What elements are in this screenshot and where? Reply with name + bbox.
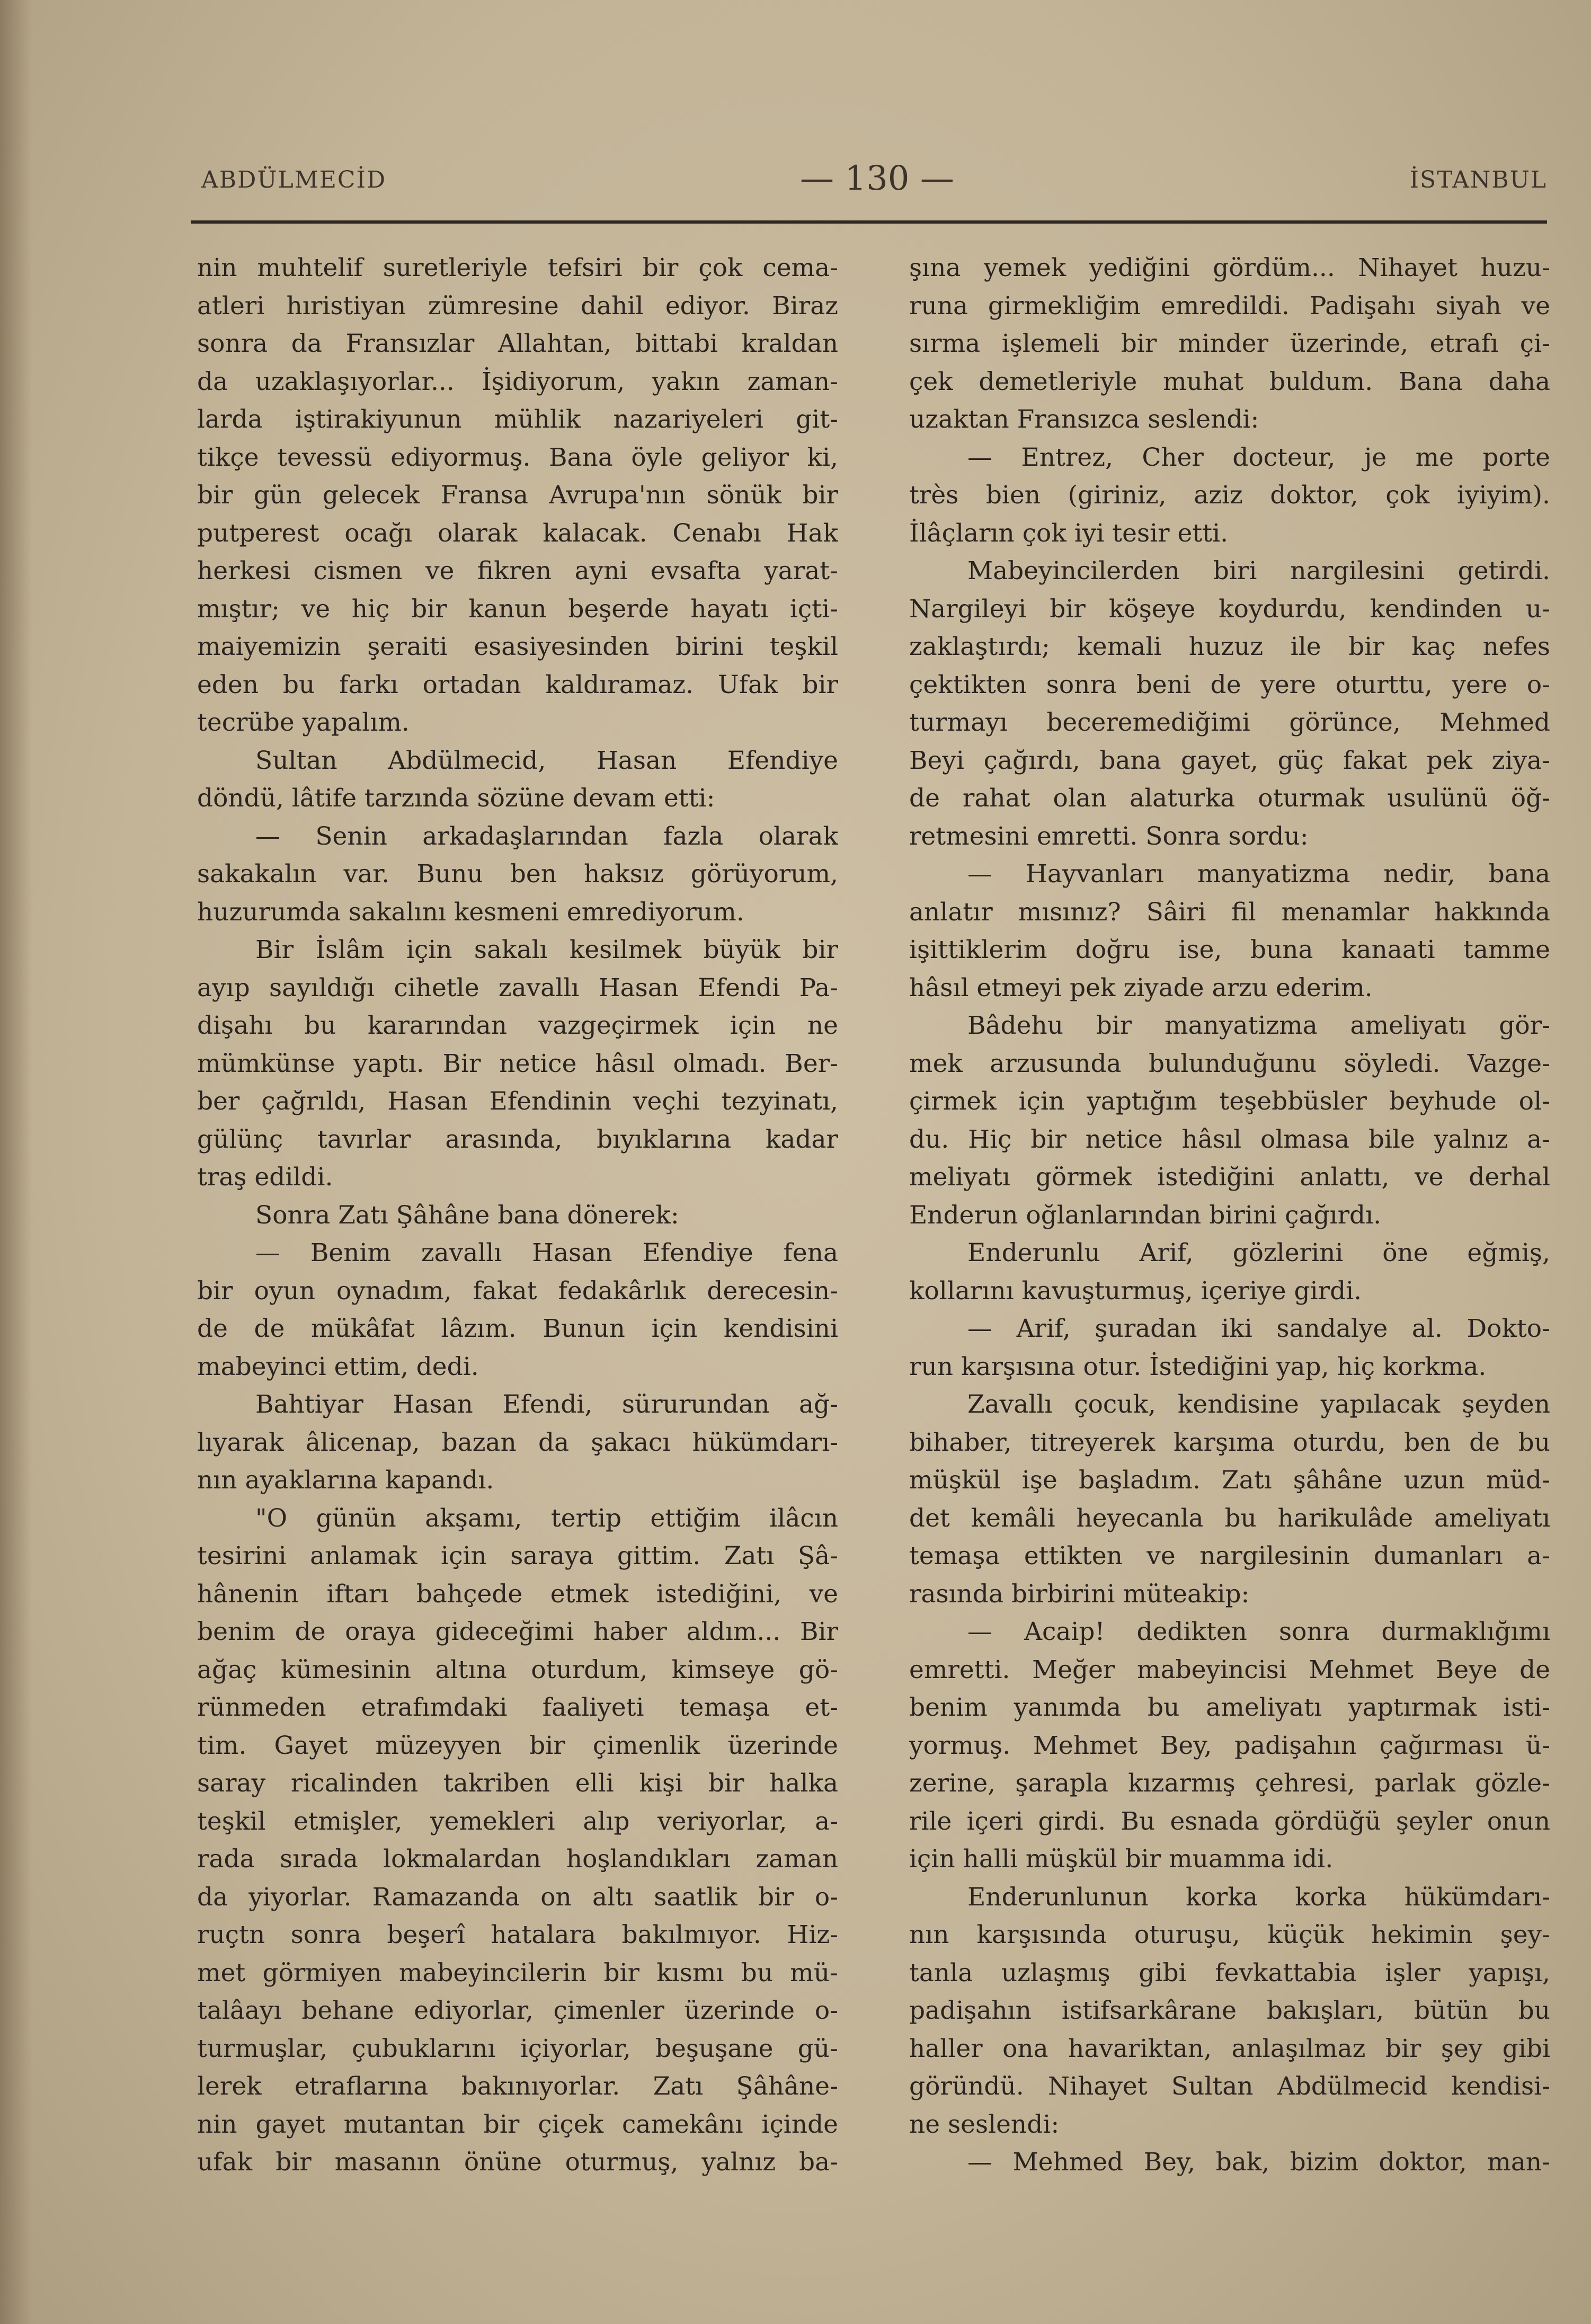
text-line: sakakalın var. Bunu ben haksız görüyorum,: [197, 859, 838, 889]
text-line: nin gayet mutantan bir çiçek camekânı içinde: [197, 2109, 838, 2139]
text-line: rada sırada lokmalardan hoşlandıkları zaman: [197, 1844, 838, 1874]
text-line: sonra da Fransızlar Allahtan, bittabi kraldan: [197, 329, 838, 358]
text-line: — Hayvanları manyatizma nedir, bana: [967, 859, 1550, 889]
text-line: anlatır mısınız? Sâiri fil menamlar hakkında: [909, 897, 1550, 927]
text-line: işittiklerim doğru ise, buna kanaati tamme: [909, 935, 1550, 964]
text-line: ayıp sayıldığı cihetle zavallı Hasan Efendi Pa-: [197, 973, 838, 1003]
text-line: benim de oraya gideceğimi haber aldım... Bir: [197, 1617, 838, 1646]
text-line: larda iştirakiyunun mühlik nazariyeleri git-: [197, 405, 838, 434]
text-line: hânenin iftarı bahçede etmek istediğini, ve: [197, 1579, 838, 1609]
text-line: huzurumda sakalını kesmeni emrediyorum.: [197, 897, 744, 927]
text-line: nin muhtelif suretleriyle tefsiri bir çok cema-: [197, 253, 838, 282]
page-spine-shadow: [0, 0, 32, 2324]
text-line: rünmeden etrafımdaki faaliyeti temaşa et-: [197, 1693, 838, 1722]
text-line: mabeyinci ettim, dedi.: [197, 1352, 479, 1381]
running-header: [191, 159, 1547, 201]
text-line: Nargileyi bir köşeye koydurdu, kendinden u-: [909, 594, 1550, 624]
text-line: tecrübe yapalım.: [197, 708, 410, 737]
text-line: rasında birbirini müteakip:: [909, 1579, 1250, 1609]
text-line: run karşısına otur. İstediğini yap, hiç korkma.: [909, 1352, 1487, 1381]
text-line: — Arif, şuradan iki sandalye al. Dokto-: [967, 1314, 1550, 1343]
text-line: dişahı bu kararından vazgeçirmek için ne: [197, 1011, 838, 1040]
text-column-left: [197, 249, 838, 2181]
text-line: det kemâli heyecanla bu harikulâde ameliyatı: [909, 1503, 1550, 1533]
text-line: — Benim zavallı Hasan Efendiye fena: [255, 1238, 838, 1267]
header-left-title: ABDÜLMECİD: [201, 166, 387, 193]
text-line: de de mükâfat lâzım. Bunun için kendisini: [197, 1314, 838, 1343]
text-line: mek arzusunda bulunduğunu söyledi. Vazge-: [909, 1049, 1550, 1078]
text-column-right: [909, 249, 1550, 2181]
text-line: du. Hiç bir netice hâsıl olmasa bile yalnız a-: [909, 1124, 1550, 1154]
text-line: runa girmekliğim emredildi. Padişahı siyah ve: [909, 291, 1550, 321]
text-line: turmuşlar, çubuklarını içiyorlar, beşuşane gü-: [197, 2034, 838, 2063]
text-line: talâayı behane ediyorlar, çimenler üzerinde o-: [197, 1996, 838, 2025]
text-line: — Entrez, Cher docteur, je me porte: [967, 442, 1550, 472]
text-line: çek demetleriyle muhat buldum. Bana daha: [909, 367, 1550, 396]
text-line: mümkünse yaptı. Bir netice hâsıl olmadı. Ber-: [197, 1049, 838, 1078]
text-line: tikçe tevessü ediyormuş. Bana öyle geliyor ki,: [197, 442, 838, 472]
text-line: putperest ocağı olarak kalacak. Cenabı Hak: [197, 518, 838, 548]
text-line: atleri hıristiyan zümresine dahil ediyor. Biraz: [197, 291, 838, 321]
text-line: lıyarak âlicenap, bazan da şakacı hükümdarı-: [197, 1427, 838, 1457]
text-line: İlâçların çok iyi tesir etti.: [909, 518, 1229, 548]
text-line: ufak bir masanın önüne oturmuş, yalnız ba-: [197, 2148, 838, 2177]
text-line: bir oyun oynadım, fakat fedakârlık derecesin-: [197, 1276, 838, 1306]
text-line: ne seslendi:: [909, 2109, 1060, 2139]
text-line: maiyemizin şeraiti esasiyesinden birini teşkil: [197, 632, 838, 661]
text-line: Bâdehu bir manyatizma ameliyatı gör-: [967, 1011, 1550, 1040]
text-line: eden bu farkı ortadan kaldıramaz. Ufak bir: [197, 670, 838, 699]
text-line: de rahat olan alaturka oturmak usulünü öğ-: [909, 784, 1550, 813]
header-rule: [191, 220, 1547, 224]
text-line: sırma işlemeli bir minder üzerinde, etrafı çi-: [909, 329, 1550, 358]
text-line: Enderunlunun korka korka hükümdarı-: [967, 1882, 1550, 1912]
text-line: müşkül işe başladım. Zatı şâhâne uzun müd-: [909, 1466, 1550, 1495]
text-line: teşkil etmişler, yemekleri alıp veriyorlar, a-: [197, 1806, 838, 1836]
text-line: Bahtiyar Hasan Efendi, sürurundan ağ-: [255, 1390, 838, 1419]
text-line: temaşa ettikten ve nargilesinin dumanları a-: [909, 1541, 1550, 1571]
text-line: — Mehmed Bey, bak, bizim doktor, man-: [967, 2148, 1550, 2177]
text-line: tim. Gayet müzeyyen bir çimenlik üzerinde: [197, 1731, 838, 1760]
text-line: saray ricalinden takriben elli kişi bir halka: [197, 1769, 838, 1798]
text-line: tesirini anlamak için saraya gittim. Zatı Şâ-: [197, 1541, 838, 1571]
text-line: yormuş. Mehmet Bey, padişahın çağırması ü-: [909, 1731, 1550, 1760]
text-line: döndü, lâtife tarzında sözüne devam etti:: [197, 784, 715, 813]
text-line: hâsıl etmeyi pek ziyade arzu ederim.: [909, 973, 1373, 1003]
text-line: turmayı beceremediğimi görünce, Mehmed: [909, 708, 1550, 737]
text-line: bihaber, titreyerek karşıma oturdu, ben de bu: [909, 1427, 1550, 1457]
text-line: kollarını kavuşturmuş, içeriye girdi.: [909, 1276, 1362, 1306]
text-line: padişahın istifsarkârane bakışları, bütün bu: [909, 1996, 1550, 2025]
header-right-title: İSTANBUL: [1409, 166, 1547, 193]
text-line: traş edildi.: [197, 1163, 333, 1192]
text-line: emretti. Meğer mabeyincisi Mehmet Beye de: [909, 1655, 1550, 1684]
text-line: ber çağrıldı, Hasan Efendinin veçhi tezyinatı,: [197, 1087, 838, 1116]
text-line: Enderun oğlanlarından birini çağırdı.: [909, 1200, 1382, 1230]
text-line: da uzaklaşıyorlar... İşidiyorum, yakın zaman-: [197, 367, 838, 396]
text-line: — Senin arkadaşlarından fazla olarak: [255, 821, 838, 851]
text-line: çirmek için yaptığım teşebbüsler beyhude ol-: [909, 1087, 1550, 1116]
text-line: çektikten sonra beni de yere oturttu, yere o-: [909, 670, 1550, 699]
text-line: Beyi çağırdı, bana gayet, güç fakat pek ziya-: [909, 746, 1550, 775]
text-line: uzaktan Fransızca seslendi:: [909, 405, 1259, 434]
text-line: şına yemek yediğini gördüm... Nihayet huzu-: [909, 253, 1550, 282]
text-line: "O günün akşamı, tertip ettiğim ilâcın: [255, 1503, 838, 1533]
page-number: — 130 —: [800, 159, 954, 198]
text-line: zerine, şarapla kızarmış çehresi, parlak gözle-: [909, 1769, 1550, 1798]
text-line: tanla uzlaşmış gibi fevkattabia işler yapışı,: [909, 1958, 1550, 1988]
text-line: herkesi cismen ve fikren ayni evsafta yarat-: [197, 556, 838, 586]
text-line: Zavallı çocuk, kendisine yapılacak şeyden: [967, 1390, 1550, 1419]
text-line: ruçtn sonra beşerî hatalara bakılmıyor. Hiz-: [197, 1920, 838, 1949]
text-line: da yiyorlar. Ramazanda on altı saatlik bir o-: [197, 1882, 838, 1912]
text-line: nın ayaklarına kapandı.: [197, 1466, 494, 1495]
text-line: göründü. Nihayet Sultan Abdülmecid kendisi-: [909, 2072, 1550, 2101]
text-line: Bir İslâm için sakalı kesilmek büyük bir: [255, 935, 838, 964]
text-line: Mabeyincilerden biri nargilesini getirdi.: [967, 556, 1550, 586]
text-line: nın karşısında oturuşu, küçük hekimin şey-: [909, 1920, 1550, 1949]
text-line: lerek etraflarına bakınıyorlar. Zatı Şâhâne-: [197, 2072, 838, 2101]
text-line: benim yanımda bu ameliyatı yaptırmak isti-: [909, 1693, 1550, 1722]
text-line: très bien (giriniz, aziz doktor, çok iyiyim).: [909, 481, 1550, 510]
text-line: Enderunlu Arif, gözlerini öne eğmiş,: [967, 1238, 1550, 1267]
text-line: için halli müşkül bir muamma idi.: [909, 1844, 1334, 1874]
text-line: gülünç tavırlar arasında, bıyıklarına kadar: [197, 1124, 838, 1154]
text-line: Sonra Zatı Şâhâne bana dönerek:: [255, 1200, 679, 1230]
text-line: met görmiyen mabeyincilerin bir kısmı bu mü-: [197, 1958, 838, 1988]
text-line: haller ona havariktan, anlaşılmaz bir şey gibi: [909, 2034, 1550, 2063]
text-line: meliyatı görmek istediğini anlattı, ve derhal: [909, 1163, 1550, 1192]
text-line: Sultan Abdülmecid, Hasan Efendiye: [255, 746, 838, 775]
text-line: — Acaip! dedikten sonra durmaklığımı: [967, 1617, 1550, 1646]
text-line: zaklaştırdı; kemali huzuz ile bir kaç nefes: [909, 632, 1550, 661]
text-line: retmesini emretti. Sonra sordu:: [909, 821, 1309, 851]
text-line: bir gün gelecek Fransa Avrupa'nın sönük bir: [197, 481, 838, 510]
text-line: ağaç kümesinin altına oturdum, kimseye gö-: [197, 1655, 838, 1684]
text-line: mıştır; ve hiç bir kanun beşerde hayatı içti-: [197, 594, 838, 624]
text-line: rile içeri girdi. Bu esnada gördüğü şeyler onun: [909, 1806, 1550, 1836]
